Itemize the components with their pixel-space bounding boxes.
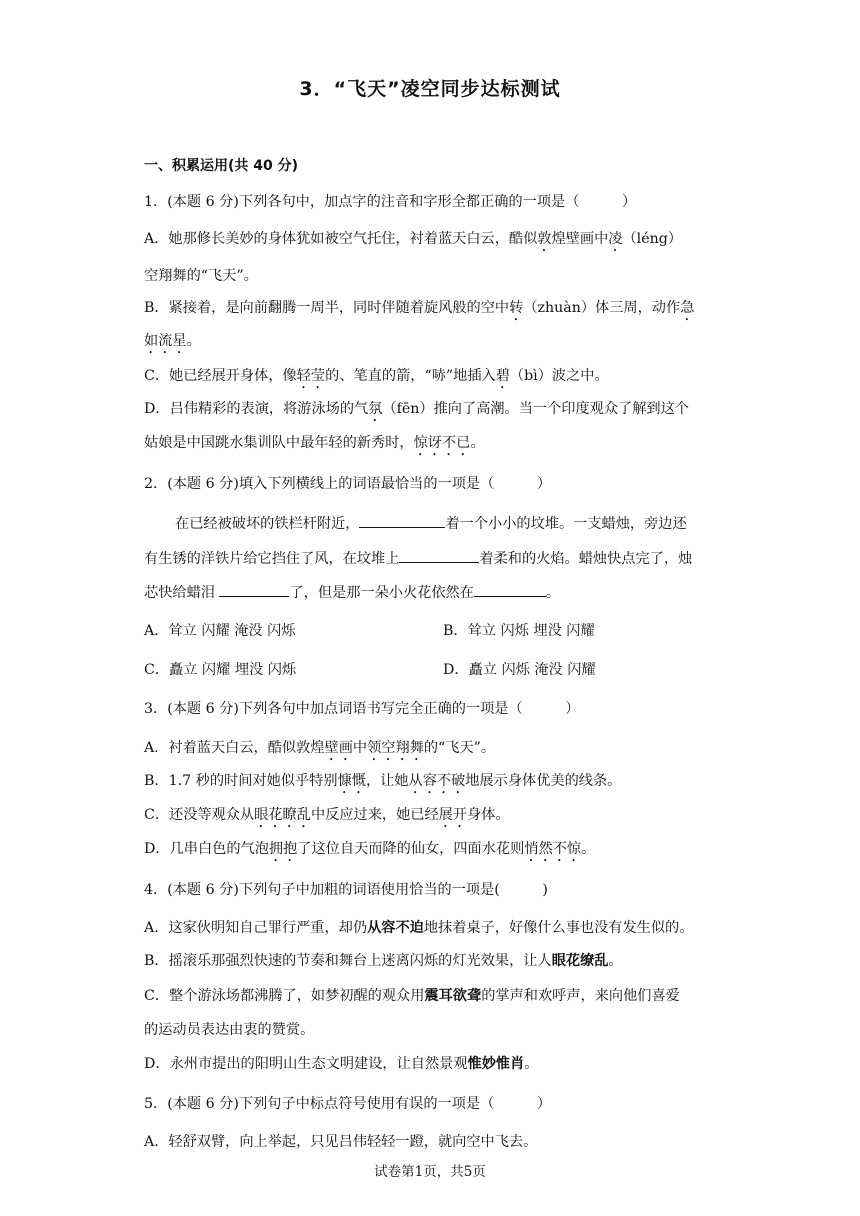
question-2-stem: 2．(本题 6 分)填入下列横线上的词语最恰当的一项是（ ） [144,476,552,492]
bold-phrase: 从容不迫 [367,920,424,936]
q2-option-d: D．矗立 闪烁 淹没 闪耀 [443,662,596,678]
q2-option-b: B．耸立 闪烁 埋没 闪耀 [443,623,595,639]
question-3-stem: 3．(本题 6 分)下列各句中加点词语书写完全正确的一项是（ ） [144,701,580,717]
q2-option-c: C．矗立 闪耀 埋没 闪烁 [144,662,297,678]
text: （zhuàn）体三周，动作 [523,300,681,316]
dotted-char: 氛 [368,401,383,417]
text: C．她已经展开身体，像 [144,368,297,384]
bold-phrase: 震耳欲聋 [424,988,482,1004]
q1-option-c [144,365,609,392]
fill-blank [359,513,445,528]
fill-blank [219,582,289,597]
q1-option-d-line1 [144,398,689,425]
text: 了，但是那一朵小火花依然在 [289,585,474,601]
text: 着一个小小的坟堆。一支蜡烛，旁边还 [445,516,687,532]
text: C．整个游泳场都沸腾了，如梦初醒的观众用 [144,988,425,1004]
text: 身体。 [467,807,510,823]
text: B．1.7 秒的时间对她似乎特别 [144,773,338,789]
text: 煌壁画中 [551,231,609,247]
q2-passage-line1 [175,513,687,533]
page-title: 3．“飞天”凌空同步达标测试 [299,78,561,100]
question-5-stem: 5．(本题 6 分)下列句子中标点符号使用有误的一项是（ ） [144,1096,552,1112]
dotted-char: 急 [680,300,695,316]
dotted-char: 敦 [537,231,552,247]
q3-option-d [144,838,595,865]
text: 。 [608,953,623,969]
q4-option-c-line2: 的运动员表达由衷的赞赏。 [144,1022,315,1038]
dotted-char: 如流星 [144,333,187,349]
dotted-char: 碧 [495,368,510,384]
text: （fēn）推向了高潮。当一个印度观众了解到这个 [382,401,689,417]
dotted-char: 眼花瞭乱 [254,807,311,823]
text: 。 [581,841,596,857]
text: 的掌声和欢呼声，来向他们喜爱 [481,988,680,1004]
text: 中 [352,740,368,756]
q3-option-c [144,804,510,831]
q2-passage-line2 [144,548,692,568]
bold-phrase: 惟妙惟肖 [467,1056,525,1072]
q1-option-a-line2: 空翔舞的“飞天”。 [144,268,258,284]
text: 了这位自天而降的仙女，四面水花则 [297,841,525,857]
q2-option-a: A．耸立 闪耀 淹没 闪烁 [144,623,296,639]
dotted-char: 从容不破 [408,773,466,789]
text: 地展示身体优美的线条。 [465,773,622,789]
text: 芯快给蜡泪 [144,585,220,601]
text: D．吕伟精彩的表演，将游泳场的气 [144,401,369,417]
text: 在已经被破坏的铁栏杆附近， [175,516,360,532]
question-1-stem: 1．(本题 6 分)下列各句中，加点字的注音和字形全都正确的一项是（ ） [144,194,637,210]
text: 。 [545,585,561,601]
text: 地抹着桌子，好像什么事也没有发生似的。 [423,920,694,936]
q1-option-d-line2 [144,432,485,459]
bold-phrase: 眼花缭乱 [551,953,609,969]
text: A．这家伙明知自己罪行严重，却仍 [144,920,368,936]
text: D．几串白色的气泡 [144,841,269,857]
text: B．摇滚乐那强烈快速的节奏和舞台上迷离闪烁的灯光效果，让人 [144,953,552,969]
text: （léng） [622,231,683,247]
text: 有生锈的洋铁片给它挡住了风，在坟堆上 [144,551,400,567]
text: （bì）波之中。 [509,368,609,384]
section-heading: 一、积累运用(共 40 分) [144,158,299,174]
text: 着柔和的火焰。蜡烛快点完了，烛 [479,551,693,567]
text: A．衬着蓝天白云，酷似敦煌 [144,740,325,756]
page-footer: 试卷第1页，共5页 [374,1164,486,1180]
dotted-char: 惊讶不已 [413,435,471,451]
q3-option-b [144,770,621,797]
q4-option-d [144,1053,538,1073]
question-4-stem: 4．(本题 6 分)下列句子中加粗的词语使用恰当的一项是( ) [144,882,548,898]
q3-option-a [144,737,495,764]
q4-option-c-line1 [144,985,680,1005]
fill-blank [474,582,546,597]
dotted-char: 悄然不惊 [524,841,582,857]
text: 。 [470,435,485,451]
text: 的“飞天”。 [423,740,496,756]
q1-option-a-line1 [144,228,682,255]
q5-option-a: A．轻舒双臂，向上举起，只见吕伟轻轻一蹬，就向空中飞去。 [144,1134,538,1150]
fill-blank [399,548,479,563]
dotted-char: 拥抱 [268,841,298,857]
text: 。 [186,333,201,349]
q2-passage-line3 [144,582,560,602]
dotted-char: 慷慨 [337,773,366,789]
q4-option-a [144,917,693,937]
text: D．永州市提出的阳明山生态文明建设，让自然景观 [144,1056,468,1072]
text: ，让她 [365,773,409,789]
dotted-char: 展开 [438,807,468,823]
dotted-char: 领空翔舞 [367,740,424,756]
text: 。 [524,1056,539,1072]
text: 姑娘是中国跳水集训队中最年轻的新秀时， [144,435,414,451]
text: A．她那修长美妙的身体犹如被空气托住，衬着蓝天白云，酷似 [144,231,538,247]
dotted-char: 转 [509,300,524,316]
dotted-char: 凌 [608,231,623,247]
dotted-char: 壁画 [324,740,353,756]
text: 的、笔直的箭，“哧”地插入 [325,368,496,384]
q1-option-b-line1 [144,297,694,324]
text: C．还没等观众从 [144,807,255,823]
text: 中反应过来，她已经 [310,807,439,823]
q1-option-b-line2 [144,330,201,357]
dotted-char: 轻莹 [296,368,326,384]
text: B．紧接着，是向前翻腾一周半，同时伴随着旋风般的空中 [144,300,510,316]
q4-option-b [144,950,623,970]
